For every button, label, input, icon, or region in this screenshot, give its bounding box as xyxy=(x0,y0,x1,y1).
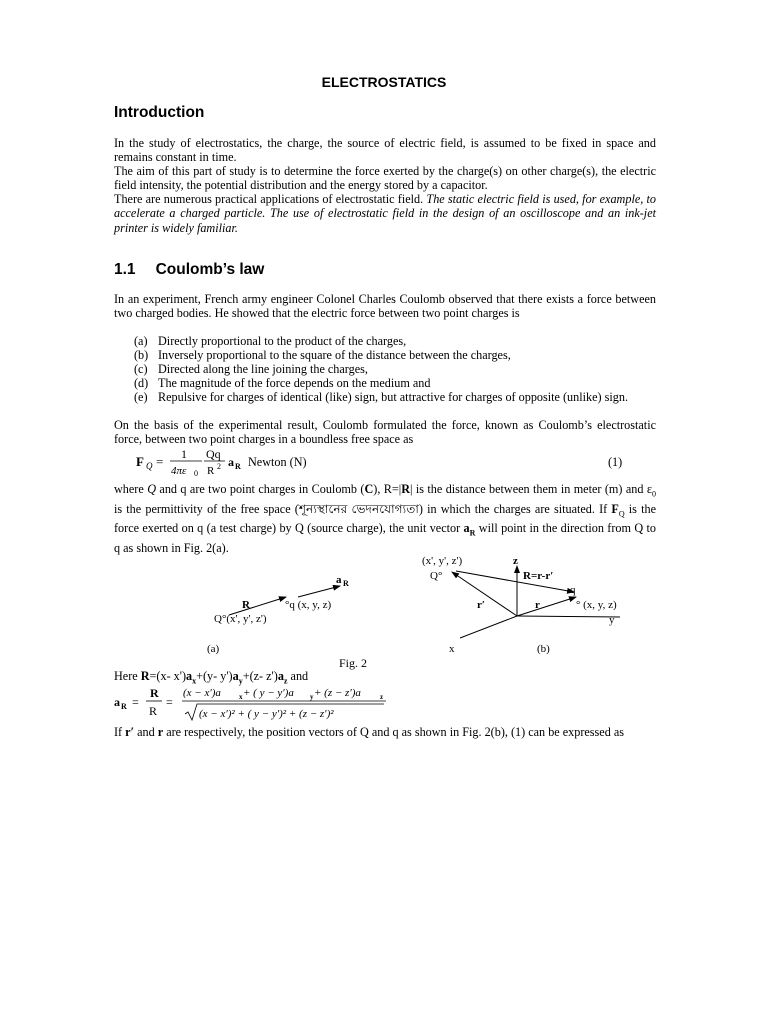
fig-b-r-prime-label: r′ xyxy=(477,599,485,611)
figure-title: Fig. 2 xyxy=(339,656,368,670)
fig-a-unit-vector-arrow xyxy=(298,586,340,597)
document-title: ELECTROSTATICS xyxy=(321,74,447,90)
figure-2 xyxy=(190,548,650,672)
list-item: (a) Directly proportional to the product of the charges, xyxy=(134,334,407,348)
eq2-num-sub-x: x xyxy=(239,693,243,701)
fig-b-caption: (b) xyxy=(537,643,550,655)
intro-paragraph xyxy=(114,136,656,235)
eq1-equals: = xyxy=(156,454,164,469)
fig-b-r-label: r xyxy=(535,599,540,611)
fig-b-r-vector xyxy=(517,597,576,616)
eq1-num2: Qq xyxy=(206,447,221,461)
eq1-den1: 4πε xyxy=(171,465,187,477)
eq2-num-sub-y: y xyxy=(310,693,314,701)
section-title: Coulomb’s law xyxy=(155,261,265,278)
equation-1 xyxy=(130,446,660,478)
heading-introduction: Introduction xyxy=(114,104,205,121)
fig-b-y-axis xyxy=(517,616,620,617)
fig-b-top-coord: (x', y', z') xyxy=(422,555,463,567)
fig-b-R-vector xyxy=(456,571,574,592)
eq2-lhs-sub: R xyxy=(121,702,127,711)
fig-a-caption: (a) xyxy=(207,643,220,655)
eq1-unit-vector: a xyxy=(228,455,234,469)
intro-text-2: The aim of this part of study is to determine the force exerted by the charge(s) on other charge(s), the electric field intensity, the potential distribution and the energy stored by a capacitor. xyxy=(114,164,656,193)
list-item: (c) Directed along the line joining the charges, xyxy=(134,362,368,377)
fig-b-q-coord: ° (x, y, z) xyxy=(576,599,617,611)
eq2-frac-den: R xyxy=(149,704,158,718)
eq2-equals-1: = xyxy=(132,695,139,709)
list-item: (b) Inversely proportional to the square of the distance between the charges, xyxy=(134,348,511,363)
eq1-den2-sup: 2 xyxy=(217,462,221,471)
fig-b-Q-label: Q° xyxy=(430,570,443,582)
fig-b-x-label: x xyxy=(449,643,455,655)
fig-b-x-axis xyxy=(460,616,517,638)
intro-text-3-italic: The static electric field is used, for example, to accelerate a charged particle. The use of electrostatic field in the design of an oscilloscope and an ink-jet printer is widely familiar. xyxy=(114,192,656,235)
eq1-den2: R xyxy=(207,465,215,477)
fig-b-q-label: q xyxy=(570,584,576,596)
equation-unit-vector xyxy=(112,683,412,725)
intro-text-1: In the study of electrostatics, the charge, the source of electric field, is assumed to be fixed in space and remains constant in time. xyxy=(114,136,656,165)
eq2-frac-num: R xyxy=(150,686,159,700)
coulomb-properties-list xyxy=(134,334,656,404)
eq2-equals-2: = xyxy=(166,695,173,709)
eq1-unit-vector-sub: R xyxy=(235,462,241,471)
eq1-lhs-sub: Q xyxy=(146,461,153,471)
fig-a-Q-label: Q°(x', y', z') xyxy=(214,613,267,625)
eq2-lhs: a xyxy=(114,695,120,709)
fig-b-z-label: z xyxy=(513,555,518,567)
eq2-num-part1: (x − x′)a xyxy=(183,687,221,699)
fig-a-R-label: R xyxy=(242,599,250,611)
here-line: Here R=(x- $x')a_x+(y-$ $y')a_y+(z-$ $z')a_z$ and xyxy=(114,669,309,686)
eq1-unit: Newton (N) xyxy=(248,455,307,469)
fig-b-R-eq: R=r-r′ xyxy=(523,570,554,582)
section-number: 1.1 xyxy=(114,261,136,278)
list-item: (d) The magnitude of the force depends on the medium and xyxy=(134,376,431,391)
fig-b-y-label: y xyxy=(609,614,615,626)
intro-text-3: There are numerous practical applications of electrostatic field. xyxy=(114,192,427,207)
fig-a-aR-label: a xyxy=(336,574,342,586)
coulomb-paragraph-1: In an experiment, French army engineer Colonel Charles Coulomb observed that there exists a force between two charged bodies. He showed that the electric force between two point charges is xyxy=(114,292,656,321)
fig-a-q-label: °q (x, y, z) xyxy=(285,599,332,611)
eq2-num-sub-z: z xyxy=(380,693,384,701)
eq1-number: (1) xyxy=(608,455,623,469)
eq1-num1: 1 xyxy=(181,447,187,461)
eq1-lhs: F xyxy=(136,454,144,469)
eq1-den1-sub: 0 xyxy=(194,469,198,478)
eq2-den-expr: (x − x′)² + ( y − y′)² + (z − z′)² xyxy=(199,708,334,720)
fig-a-aR-sub: R xyxy=(343,579,349,588)
closing-paragraph: If r′ and r are respectively, the position vectors of Q and q as shown in Fig. 2(b), (1) can be expressed as xyxy=(114,725,624,739)
eq2-num-part3: + (z − z′)a xyxy=(314,687,361,699)
coulomb-paragraph-3: where Q and q are two point charges in Coulomb (C), R=|R| is the distance between them in meter (m) and $\varepsilon_0$ is the permittivity of the free space (শূন্যস্থানের ভেদনযোগ্যতা) in which the charges are situated. If $F_Q$ is the force exerted on q (a test charge) by Q (source charge), the unit vector $a_R$ will point in the direction from Q to q as shown in Fig. 2(a). xyxy=(114,482,657,555)
eq2-num-part2: + ( y − y′)a xyxy=(243,687,294,699)
coulomb-paragraph-2: On the basis of the experimental result, Coulomb formulated the force, known as Coulomb’s electrostatic force, between two point charges in a boundless free space as xyxy=(114,418,656,447)
heading-coulombs-law xyxy=(114,261,264,279)
list-item: (e) Repulsive for charges of identical (like) sign, but attractive for charges of opposite (unlike) sign. xyxy=(134,390,628,405)
